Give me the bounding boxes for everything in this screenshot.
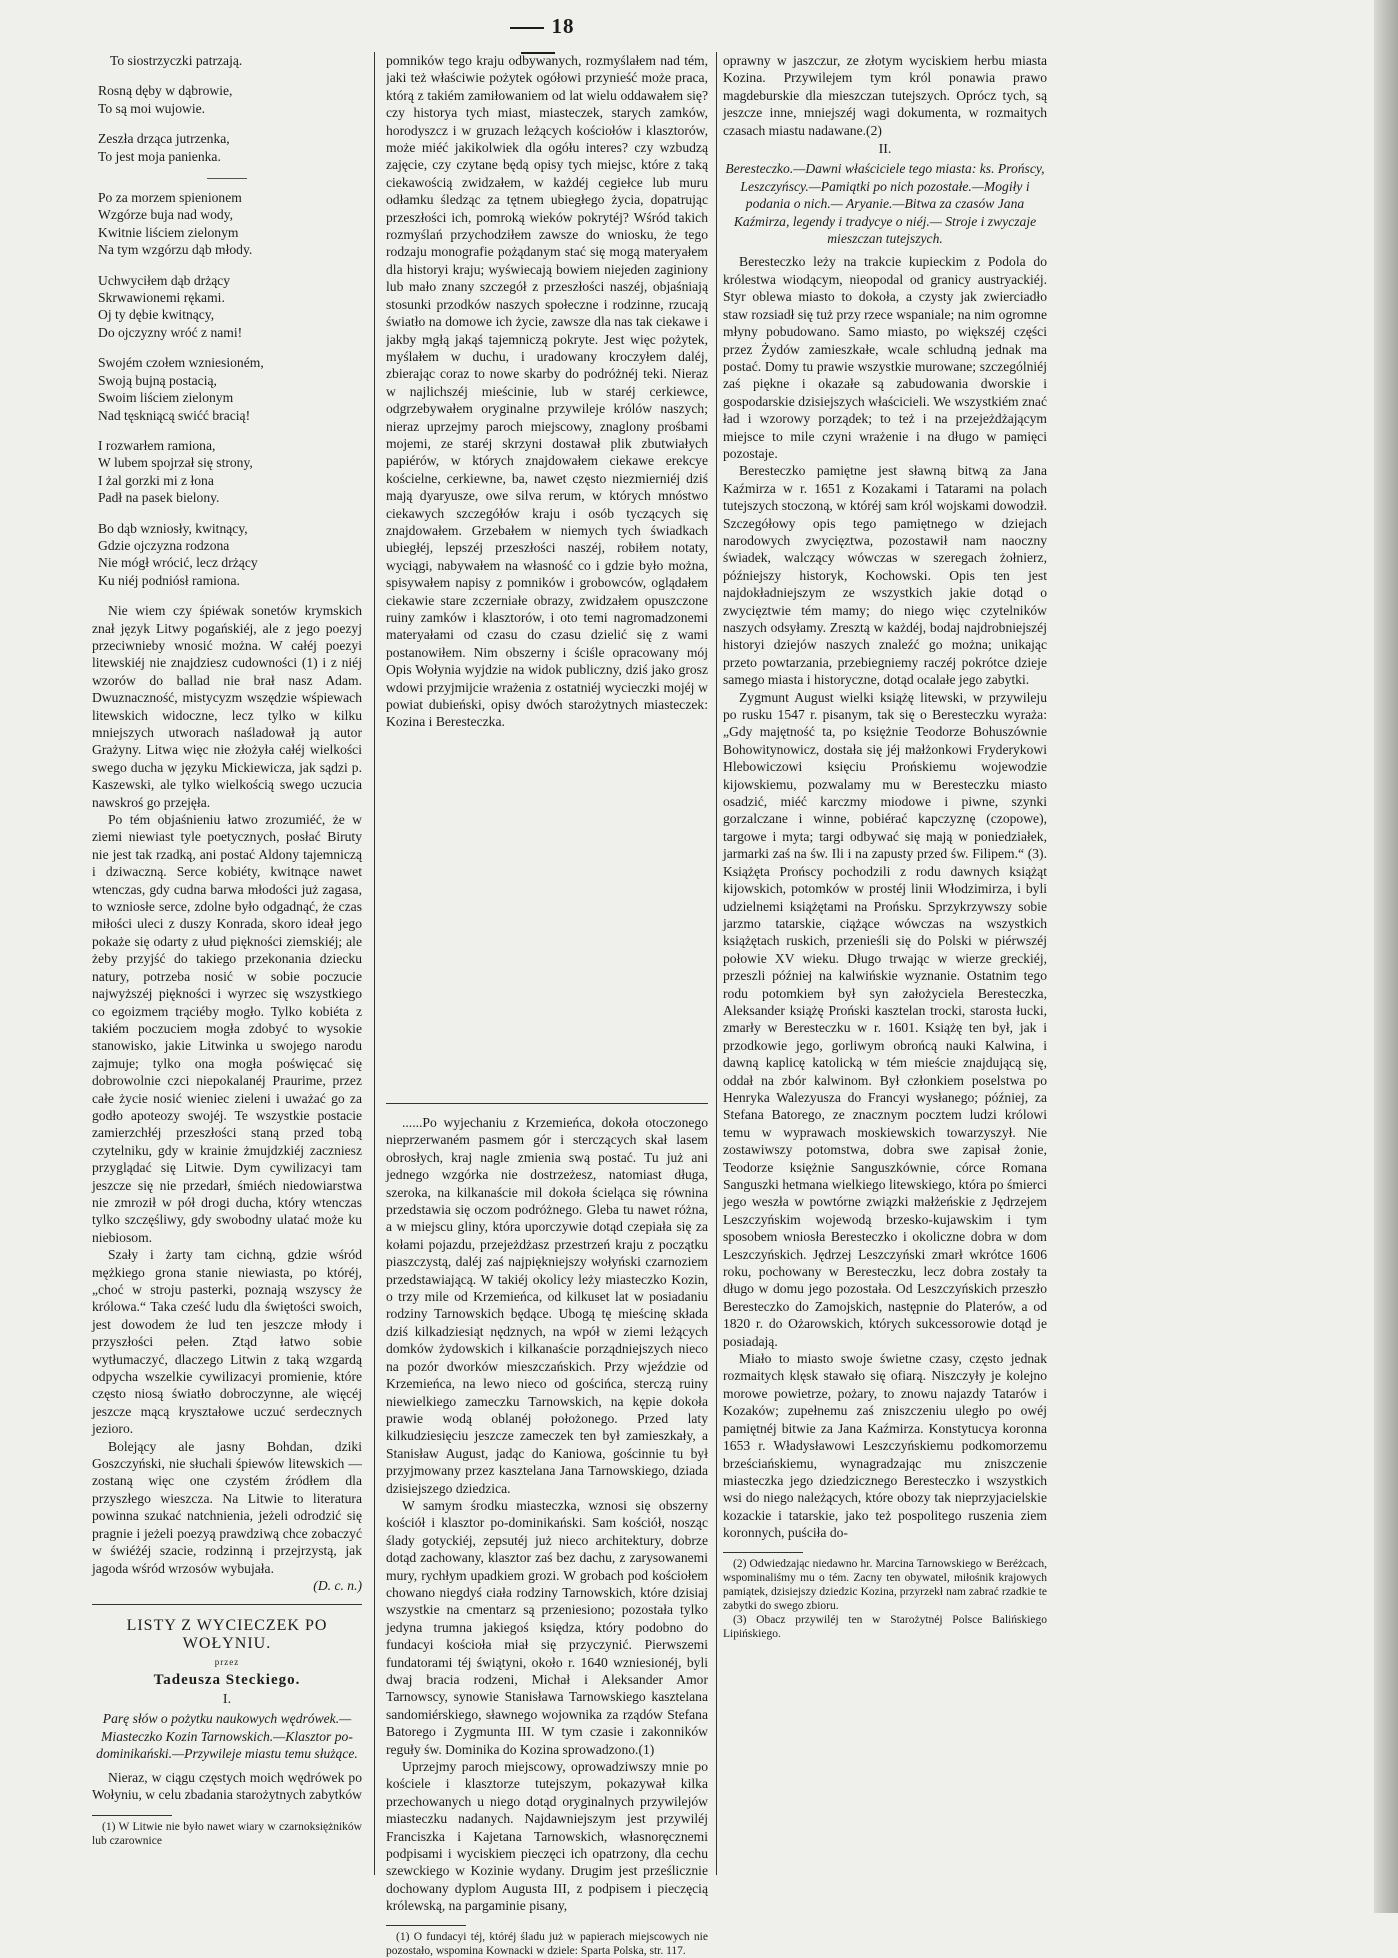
poem-line: Oj ty dębie kwitnący,: [98, 307, 215, 323]
poem-line: Na tym wzgórzu dąb młody.: [98, 242, 253, 258]
poem-stanza: [92, 272, 362, 342]
poem-line: Uchwyciłem dąb drżący: [98, 272, 231, 288]
section-summary: Beresteczko.—Dawni właściciele tego miasta: ks. Prońscy, Leszczyńscy.—Pamiątki po nich pozostałe.—Mogiły i podania o nich.— Aryanie.—Bitwa za czasów Jana Kaźmirza, legendy i tradycye o niéj.— Stroje i zwyczaje mieszczan tutejszych.: [725, 161, 1045, 247]
article-paragraph: Beresteczko pamiętne jest sławną bitwą za Jana Kaźmirza w r. 1651 z Kozakami i Tatarami na polach tutejszych stoczoną, w któréj sam król wojskami dowodził. Szczegółowy opis tego pamiętnego w dziejach narodowych zwycięztwa, pozostawił nam naoczny świadek, walczący wówczas w szeregach żołnierz, późniejszy historyk, Kochowski. Opis ten jest najdokładniejszym ze wszystkich jakie dotąd o zwycięztwie tém mamy; do niego więc czytelników naszych odsyłamy. Zresztą w każdéj, bodaj najdrobniejszéj historyi dziejów naszych znaleźć go można; unikając przeto powtarzania, przebiegniemy raczéj pokrótce dzieje samego miasta i historyczne, dotąd ocalałe jego zabytki.: [723, 463, 1047, 688]
footnote: (1) W Litwie nie było nawet wiary w czarnoksiężników lub czarownice: [92, 1820, 362, 1847]
poem: [92, 52, 362, 589]
article-paragraph: Nieraz, w ciągu częstych moich wędrówek po Wołyniu, w celu zbadania starożytnych zabytków: [92, 1769, 362, 1802]
footnote-rule: [723, 1552, 803, 1553]
poem-stanza: [92, 437, 362, 507]
column-2-lower: [386, 1103, 708, 1958]
article-byline: przez: [214, 1657, 240, 1668]
article-paragraph: ......Po wyjechaniu z Krzemieńca, dokoła otoczonego nieprzerwaném pasmem gór i sterczących skał lasem obrosłych, kraj nagle zmienia swą postać. Tu już ani jednego wzgórka nie dostrzeżesz, natomiast długa, szeroka, na kilkanaście mil dokoła ścieląca się równina przedstawia się oczom podróżnego. Gleba tu nawet różna, a w miejscu gliny, która uporczywie dotąd czepiała się za kołami pojazdu, przejeżdżasz przestrzeń kraju z początku piaszczystą, daléj zaś najpiękniejszy wołyński czarnoziem przedstawiającą. W takiéj okolicy leży miasteczko Kozin, o trzy mile od Krzemieńca, od kilkuset lat w posiadaniu rodziny Tarnowskich będące. Ubogą tę mieścinę składa dziś kilkadziesiąt nędznych, na wpół w ziemi leżących domków żydowskich i kilkanaście porządniejszych nieco na pozór dworków mieszczańskich. Przy wjeździe od Krzemieńca, na lewo nieco od gościńca, sterczą ruiny niewielkiego zameczku Tarnowskich, na kępie dokoła prawie wodą oblanéj położonego. Przed laty kilkudziesięciu jeszcze zameczek ten był zamieszkały, a Stanisław August, jadąc do Kaniowa, gościnnie tu był przyjmowany przez kasztelana Jana Tarnowskiego, dziada dzisiejszego dziedzica.: [386, 1115, 708, 1496]
section-number: II.: [878, 142, 892, 158]
column-1: [92, 52, 362, 1848]
essay-signature: (D. c. n.): [313, 1577, 362, 1593]
page-number-text: 18: [551, 14, 575, 38]
essay-paragraph: Nie wiem czy śpiéwak sonetów krymskich znał język Litwy pogańskiéj, ale z jego poezyj przeciwnieby wnosić można. W całéj poezyi litewskiéj nie znajdziesz cudowności (1) i z niéj wzorów do ballad nie brał nasz Adam. Dwuznaczność, mistycyzm wszędzie wśpiewach litewskich widoczne, lecz tylko w kilku mniejszych utworach naśladował ją autor Grażyny. Litwa więc nie złożyła całéj wielkości swego ducha w języku Mickiewicza, jak sądzi p. Kaszewski, ale tylko wielkością swego uczucia nawskroś go przejęła.: [92, 603, 362, 810]
essay-paragraph: Bolejący ale jasny Bohdan, dziki Goszczyński, nie słuchali śpiewów litewskich — zostaną więc one czystém źródłem dla przyszłego wieszcza. Na Litwie to literatura powinna szukać natchnienia, jeżeli odrodzić się pragnie i jeżeli poezyą prawdziwą chce zobaczyć w świéżéj szacie, rodzinną i przejrzystą, jak jagoda wśród wrzosów wybujała.: [92, 1438, 362, 1576]
article-title: LISTY Z WYCIECZEK PO WOŁYNIU.: [126, 1617, 328, 1652]
essay-paragraph: Po tém objaśnieniu łatwo zrozumiéć, że w ziemi niewiast tyle poetycznych, posłać Biruty nie jest tak rzadką, ani postać Aldony tajemniczą i dziwaczną. Serce kobiéty, kwitnące nawet wtenczas, gdy cudna barwa młodości już zagasa, to wzniosłe serce, zdolne było odgadnąć, że czas miłości uleci z duszy Konrada, skoro ideał jego pokaże się odarty z ułud piękności ziemskiéj; ale żeby przyjść do takiego przekonania dziecku natury, potrzeba nosić w sobie poczucie najwyższéj piękności i wyrzec się wszystkiego co egoizmem trąciéby mogło. Tylko kobiéta z takiém poczuciem mogła zdobyć to wysokie stanowisko, jakie Litwinka u swojego narodu zajmuje; tylko ona mogła poświęcać się dobrowolnie czci niepokalanéj Praurime, przez całe życie nosić wieniec zieleni i uważać go za godło apoteozy swojéj. Te wszystkie postacie zamierzchłéj przeszłości staną przed tobą czytelniku, gdy w krainie żmujdzkiéj zaczniesz przyglądać się Litwie. Dym cywilizacyi tam jeszcze się nie przedarł, śmiéch niedowiarstwa nie zmroził w pół drogi ducha, który wtenczas tylko szczęśliwy, gdy swobodny ulatać może ku niebiosom.: [92, 812, 362, 1245]
poem-line: To siostrzyczki patrzają.: [110, 53, 243, 68]
poem-line: Kwitnie liściem zielonym: [98, 224, 239, 240]
poem-line: To są moi wujowie.: [98, 100, 206, 116]
footnote-rule: [92, 1815, 172, 1816]
poem-stanza: [92, 354, 362, 424]
article-header: [92, 1617, 362, 1804]
column-divider: [386, 1103, 708, 1104]
poem-line: Do ojczyzny wróć z nami!: [98, 324, 243, 340]
poem-line: I żal gorzki mi z łona: [98, 472, 214, 488]
poem-stanza: [92, 189, 362, 259]
article-paragraph: Uprzejmy paroch miejscowy, oprowadziwszy mnie po kościele i klasztorze tutejszym, pokazywał kilka przechowanych u niego dotąd oryginalnych przywilejów miasteczku nadanych. Najdawniejszym jest przywiléj Franciszka i Kajetana Tarnowskich, własnoręcznemi podpisami i wyciskiem pieczęci ich opatrzony, dla cechu szewckiego w Kozinie wydany. Drugim jest prześlicznie dochowany dyplom Augusta III, z podpisem i pieczęcią królewską, na pargaminie pisany,: [386, 1759, 708, 1914]
poem-line: I rozwarłem ramiona,: [98, 437, 216, 453]
article-author: Tadeusza Steckiego.: [153, 1671, 301, 1688]
poem-line: Skrwawionemi rękami.: [98, 290, 225, 306]
footnote: (3) Obacz przywiléj ten w Starożytnéj Polsce Balińskiego Lipińskiego.: [723, 1613, 1047, 1640]
poem-line: Swoim liściem zielonym: [98, 390, 234, 406]
article-paragraph: Beresteczko leży na trakcie kupieckim z Podola do królestwa wiodącym, nieopodal od granicy austryackiéj. Styr oblewa miasto to dokoła, a czysty jak zwierciadło staw rozsiadł się tuż przy rzece wspaniale; na nim ogromne młyny pobudowano. Samo miasto, po większéj części przez Żydów zamieszkałe, wcale schludną jednak ma postać. Domy tu prawie wszystkie murowane; szczególniéj zaś piękne i okazałe są zabudowania dworskie i gospodarskie dzisiejszych właścicieli. We wszystkiém znać ład i wzorowy porządek; to też i na przejeżdżającym miejsce to mile czyni wrażenie i na długo w pamięci pozostaje.: [723, 254, 1047, 461]
article-paragraph: Zygmunt August wielki książę litewski, w przywileju po rusku 1547 r. pisanym, tak się o Beresteczku wyraża: „Gdy majętność ta, po księżnie Teodorze Bohuszównie Bohowitynowicz, dostała się jéj małżonkowi Fryderykowi Hlebowiczowi księciu Prońskiemu wojewodzie kijowskiemu, pozwalamy mu w Beresteczku miasto osadzić, miéć karczmy miodowe i piwne, szynki gorzalczane i winne, pobiérać kapczyznę (czopowe), targowe i myta; targi odbywać się mają w poniedziałek, jarmarki zaś na św. Ili i na zapusty przed św. Filipem.“ (3). Książęta Prońscy pochodzili z rodu dawnych książąt kijowskich, potomków w prostéj linii Włodzimirza, i byli udzielnemi książętami na Prońsku. Sprzykrzywszy sobie jarzmo tatarskie, ciążące wówczas na wszystkich książętach ruskich, przenieśli się do Polski w piérwszéj połowie XV wieku. Długo trwając w wierze greckiéj, przeszli później na kalwińskie wyznanie. Ostatnim tego rodu potomkiem był syn założyciela Beresteczka, Aleksander książę Proński kasztelan trocki, starosta łucki, zmarły w Beresteczku w r. 1601. Książę ten był, jak i przodkowie jego, gorliwym obrońcą nauki Kalwina, i dawną kaplicę katolicką w tém mieście znajdującą się, oddał na zbór kalwinom. Był członkiem poselstwa po Henryka Walezyusza do Francyi wysłanego; później, za Stefana Batorego, ze znacznym pocztem ludzi królowi temu w wyprawach moskiewskich towarzyszył. Nie zostawiwszy potomstwa, dobra swe zapisał żonie, Teodorze księżnie Sanguszkównie, córce Romana Sanguszki hetmana wielkiego litewskiego, która po śmierci jego weszła w powtórne związki małżeńskie z Jędrzejem Leszczyńskim wojewodą brzesko-kujawskim i tym sposobem wniosła Beresteczko i okoliczne dobra w dom Leszczyńskich. Jędrzej Leszczyński zmarł wkrótce 1606 roku, pochowany w Beresteczku, lecz dobra zostały ta długo w domu jego pozostała. Od Leszczyńskich przeszło Beresteczko do Zamojskich, następnie do Platerów, a od 1820 r. do Ożarowskich, których sukcessorowie dotąd je posiadają.: [723, 689, 1047, 1349]
footnote: (1) O fundacyi téj, któréj śladu już w papierach miejscowych nie pozostało, wspomina Kownacki w dziele: Sparta Polska, str. 117.: [386, 1930, 708, 1957]
poem-stanza: [92, 82, 362, 117]
poem-line: Padł na pasek bielony.: [98, 490, 220, 506]
footnote-rule: [386, 1925, 466, 1926]
article-paragraph-continued: pomników tego kraju odbywanych, rozmyślałem nad tém, jaki też właściwie pożytek ogółowi przynieść może praca, którą z takiém zamiłowaniem od lat wielu oddawałem się? czy historya tych miast, miasteczek, starych zamków, horodyszcz i w gruzach leżących kościołów i klasztorów, może miéć jakikolwiek dla ogółu interes? czy wzbudzą zajęcie, czy czytane będą opisy tych miejsc, które z taką ciekawością zwidzałem, w każdéj cegiełce lub muru odłamku śledząc za tętnem ubiegłego życia, dopatrując przeszłości ich, pomroką wieków pokrytéj? Wśród takich rozmyślań przychodziłem zawsze do wniosku, że tego rodzaju monografie pożądanym stać się mogą materyałem dla historyi kraju; wyświecają bowiem niejeden zaginiony lub mało znany szczegół z przeszłości naszéj, objaśniają stosunki przodków naszych społeczne i rodzinne, rzucają światło na domowe ich życie, zawsze dla nas tak ciekawe i jakby mgłą jakąś tajemniczą pokryte. Jest więc pożytek, myślałem w duchu, i uradowany kroczyłem daléj, zbierając coraz to nowe skarby do podróżnéj teki. Nieraz w najlichszéj mieścinie, lub w staréj cerkiewce, odgrzebywałem oryginalne przywileje królów naszych; nieraz uprzejmy paroch miejscowy, znaglony prośbami mojemi, ze staréj skrzyni dostawał plik zbutwiałych papiérów, w których znajdowałem ciekawe erekcye kościelne, cerkiewne, ba, nawet często niezmierniéj dziś mają dyaryusze, owe silva rerum, w których mnóstwo ciekawych szczegółów kraju i osób tyczących się znajdowałem. Grzebałem w niemych tych świadkach ubiegłéj, lepszéj przeszłości naszéj, robiłem notaty, wyciągi, nabywałem na własność co i gdzie było można, spisywałem napisy z pomników i grobowców, oglądałem ciekawie stare zczerniałe obrazy, zwidzałem opuszczone ruiny zamków i klasztorów, i oto temi nagromadzonemi materyałami od czasu do czasu dzielić się z wami postanowiłem. Nim obszerny i ściśle opracowany mój Opis Wołynia wyjdzie na widok publiczny, dziś jako grosz wdowi przyjmijcie wrażenia z ostatniéj wycieczki mojéj w powiat dubieński, opisy dwóch starożytnych miasteczek: Kozina i Beresteczka.: [386, 53, 708, 730]
column-2: [386, 52, 708, 1092]
poem-line: W lubem spojrzał się strony,: [98, 455, 253, 471]
poem-line: Po za morzem spienionem: [98, 190, 242, 206]
poem-line: Bo dąb wzniosły, kwitnący,: [98, 520, 248, 536]
article-paragraph: W samym środku miasteczka, wznosi się obszerny kościół i klasztor po-dominikański. Sam kościół, nosząc ślady gotyckiéj, zepsutéj już nieco architektury, dobrze dotąd zachowany, klasztor zaś bez dachu, z zarysowanemi mury, rychłym upadkiem grozi. W grobach pod kościołem chowano niegdyś ciała rodziny Tarnowskich, które dzisiaj wszystkie na cmentarz są przeniesiono; pozostała tylko jedyna trumna jakiegoś księdza, który podobno do fundacyi kościoła miał się przyczynić. Pierwszemi fundatorami téj świątyni, około r. 1640 wzniesionéj, byli dwaj bracia rodzeni, Michał i Aleksander Amor Tarnowscy, synowie Stanisława Tarnowskiego kasztelana sandomiérskiego, sławnego wojownika za rządów Stefana Batorego i Zygmunta III. W tym czasie i zakonników reguły św. Dominika do Kozina sprowadzono.(1): [386, 1497, 708, 1757]
adjacent-page-edge: [1374, 0, 1398, 1913]
column-3: [723, 52, 1047, 1641]
stanza-separator: [207, 178, 247, 179]
poem-line: Gdzie ojczyzna rodzona: [98, 537, 230, 553]
poem-line: To jest moja panienka.: [98, 148, 221, 164]
essay: [92, 602, 362, 1594]
poem-stanza: [92, 130, 362, 165]
page-number-dash-left: [510, 27, 544, 29]
article-paragraph: Miało to miasto swoje świetne czasy, często jednak rozmaitych klęsk stawało się ofiarą. Niszczyły je kolejno morowe powietrze, pożary, to znowu najazdy Tatarów i Kozaków; zupełnemu zaś zniszczeniu uległo po owéj pamiętnéj bitwie za Jana Kaźmirza. Konstytucya koronna 1653 r. Władysławowi Leszczyńskiemu podkomorzemu brześciańskiemu, wynagradzając mu zniszczenie miasteczka jego dziedzicznego Beresteczko i wszystkich wsi do niego należących, które obozy tak nieprzyjacielskie kozackie i tatarskie, jako też pospolitego ruszenia ziem koronnych, puściła do-: [723, 1351, 1047, 1541]
poem-line: Rosną dęby w dąbrowie,: [98, 83, 233, 99]
article-divider: [92, 1604, 362, 1605]
poem-stanza: [92, 520, 362, 590]
poem-stanza: [92, 52, 362, 69]
section-summary: Parę słów o pożytku naukowych wędrówek.—Miasteczko Kozin Tarnowskich.—Klasztor po-dominikański.—Przywileje miastu temu służące.: [96, 1711, 358, 1762]
poem-line: Swoją bujną postacią,: [98, 372, 217, 388]
poem-line: Wzgórze buja nad wody,: [98, 207, 234, 223]
poem-line: Nad tęskniącą swićć bracią!: [98, 407, 251, 423]
essay-paragraph: Szały i żarty tam cichną, gdzie wśród mężkiego grona stanie niewiasta, po któréj, „choć w stroju pasterki, poznają wszyscy że królowa.“ Taka cześć ludu dla świętości swoich, jest dowodem że lud ten jeszcze młody i przyszłości pełen. Ztąd łatwo sobie wytłumaczyć, dlaczego Litwin z taką wzgardą odpycha wszelkie cywilizacyi promienie, które często niosą światło dobroczynne, ale więcéj jeszcze mącą kryształowe uczuć serdecznych jezioro.: [92, 1247, 362, 1437]
poem-line: Nie mógł wrócić, lecz drżący: [98, 555, 258, 571]
poem-line: Zeszła drząca jutrzenka,: [98, 131, 230, 147]
poem-line: Swojém czołem wzniesioném,: [98, 355, 264, 371]
poem-line: Ku niéj podniósł ramiona.: [98, 572, 240, 588]
column-rule-2: [716, 52, 717, 1875]
footnote: (2) Odwiedzając niedawno hr. Marcina Tarnowskiego w Beréżcach, wspominaliśmy mu o tém. Zacny ten obywatel, miłośnik krajowych pamiątek, dzisiejszy dziedzic Kozina, przyrzekł nam zabrać rzadkie te zabytki do swego zbioru.: [723, 1557, 1047, 1612]
section-number: I.: [222, 1691, 232, 1707]
article-paragraph: oprawny w jaszczur, ze złotym wyciskiem herbu miasta Kozina. Przywilejem tym król ponawia prawo magdeburskie dla mieszczan tutejszych. Oprócz tych, są jeszcze inne, mniejszéj wagi dokumenta, w rozmaitych czasach miastu nadawane.(2): [723, 53, 1047, 138]
column-rule-1: [374, 52, 375, 1875]
